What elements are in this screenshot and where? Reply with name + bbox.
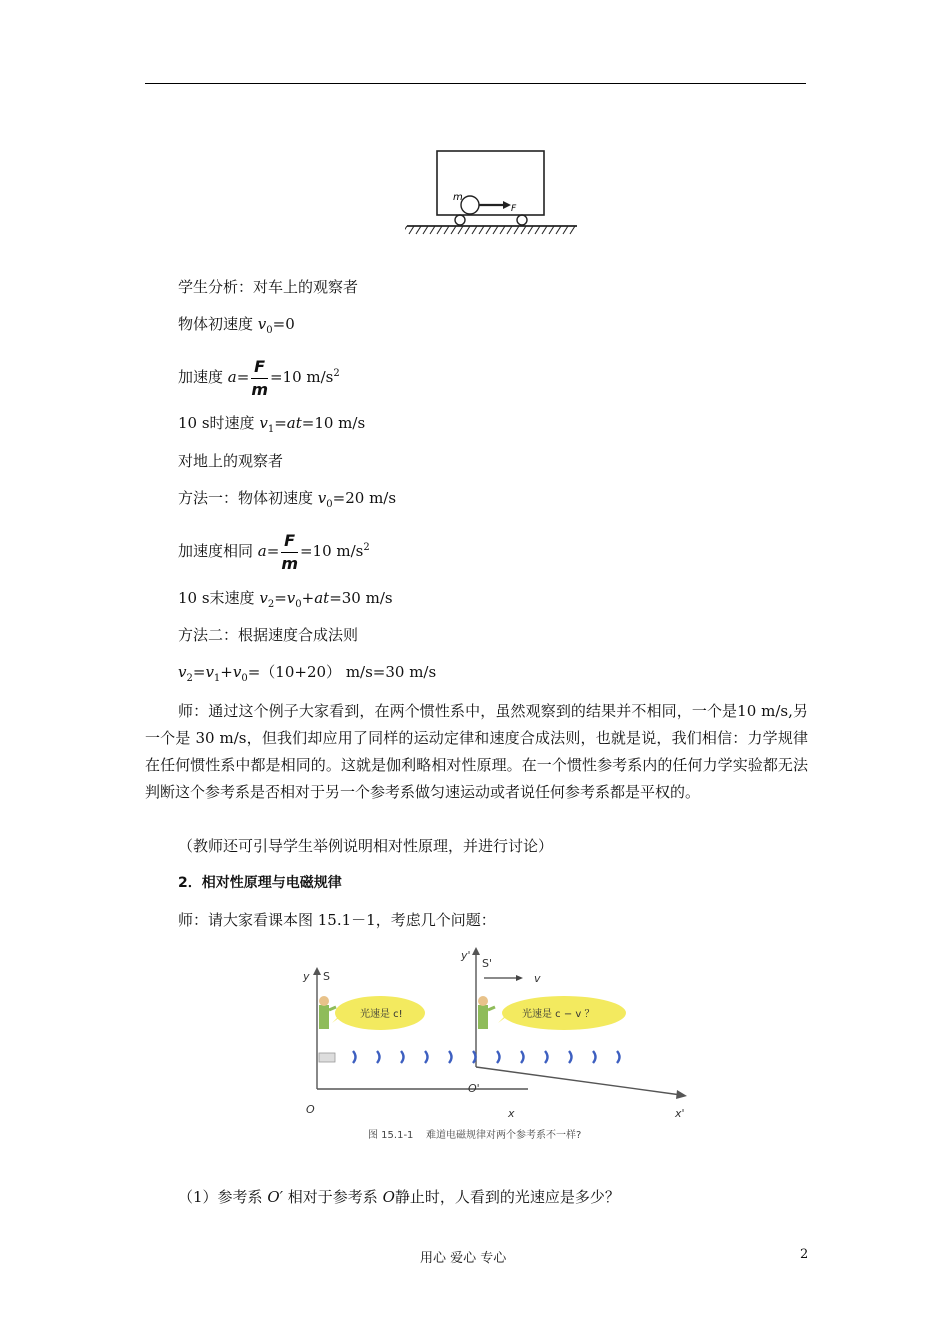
analysis-line-6: 方法一：物体初速度 $v_0=20$ m/s — [178, 489, 397, 510]
s2-label: S' — [482, 957, 493, 970]
caption-number: 图 15.1-1 — [368, 1130, 414, 1141]
x2-label: x' — [675, 1107, 685, 1120]
light-waves — [353, 1051, 620, 1063]
fraction-f-over-m-2: $\frac{F}{m}$ — [281, 530, 298, 573]
y-label: y — [303, 970, 310, 983]
origin-o2: O' — [468, 1082, 480, 1095]
caption-text: 难道电磁规律对两个参考系不一样? — [426, 1130, 582, 1141]
analysis-line-5: 对地上的观察者 — [178, 452, 284, 470]
y2-label: y' — [461, 949, 471, 962]
header-rule — [145, 83, 806, 84]
light-source — [319, 1053, 335, 1062]
footer-text: 用心 爱心 专心 — [420, 1251, 507, 1266]
v-label: v — [534, 972, 541, 985]
paragraph-figure-intro: 师：请大家看课本图 15.1－1，考虑几个问题： — [178, 911, 496, 929]
fraction-f-over-m: $\frac{F}{m}$ — [251, 356, 268, 399]
cart-wheel-right — [517, 215, 527, 225]
velocity-arrow-head — [516, 975, 523, 981]
bubble-text-2: 光速是 c − v ？ — [522, 1009, 595, 1020]
ball — [461, 196, 479, 214]
paragraph-discussion: （教师还可引导学生举例说明相对性原理，并进行讨论） — [178, 837, 554, 855]
y-axis-head — [313, 967, 321, 975]
force-arrow-head — [503, 201, 511, 209]
x2-axis — [476, 1067, 681, 1095]
ground-hatch — [405, 226, 575, 234]
observer-2 — [478, 996, 495, 1029]
analysis-line-10: $v_2=v_1+v_0=(10+20)$ m/s=30 m/s — [178, 663, 437, 684]
observer-1 — [319, 996, 336, 1029]
analysis-line-2: 物体初速度 $v_0=0$ — [178, 315, 295, 336]
x-label: x — [508, 1107, 515, 1120]
page-number: 2 — [800, 1247, 809, 1262]
analysis-line-4: 10 s时速度 $v_1=at=10$ m/s — [178, 414, 366, 435]
analysis-line-8: 10 s末速度 $v_2=v_0+at=30$ m/s — [178, 589, 393, 610]
analysis-line-7: 加速度相同 a= $\frac{F}{m}$ =10 $m/s^2$ — [178, 530, 370, 573]
light-speed-figure — [298, 945, 698, 1155]
force-label: F — [511, 204, 517, 214]
paragraph-relativity: 师：通过这个例子大家看到，在两个惯性系中，虽然观察到的结果并不相同，一个是10 m/s,另一个是 30 m/s，但我们却应用了同样的运动定律和速度合成法则，也就是说，我们相信：力学规律在任何惯性系中都是相同的。这就是伽利略相对性原理。在一个惯性参考系内的任何力学实验都无法判断这个参考系是否相对于另一个参考系做匀速运动或者说任何参考系都是平权的。 — [145, 702, 808, 801]
cart-figure — [405, 148, 580, 240]
mass-label: m — [453, 192, 463, 203]
analysis-line-1: 学生分析：对车上的观察者 — [178, 278, 359, 296]
analysis-line-9: 方法二：根据速度合成法则 — [178, 626, 359, 644]
x2-axis-head — [676, 1090, 687, 1099]
y2-axis-head — [472, 947, 480, 955]
origin-o: O — [306, 1103, 315, 1116]
section-heading: 2．相对性原理与电磁规律 — [178, 875, 342, 891]
s-label: S — [323, 970, 330, 983]
cart-wheel-left — [455, 215, 465, 225]
analysis-line-3: 加速度 a= $\frac{F}{m}$ =10 $m/s^2$ — [178, 356, 340, 399]
bubble-text-1: 光速是 c! — [360, 1009, 403, 1020]
question-1: （1）参考系 O′ 相对于参考系 O静止时，人看到的光速应是多少？ — [178, 1188, 620, 1206]
